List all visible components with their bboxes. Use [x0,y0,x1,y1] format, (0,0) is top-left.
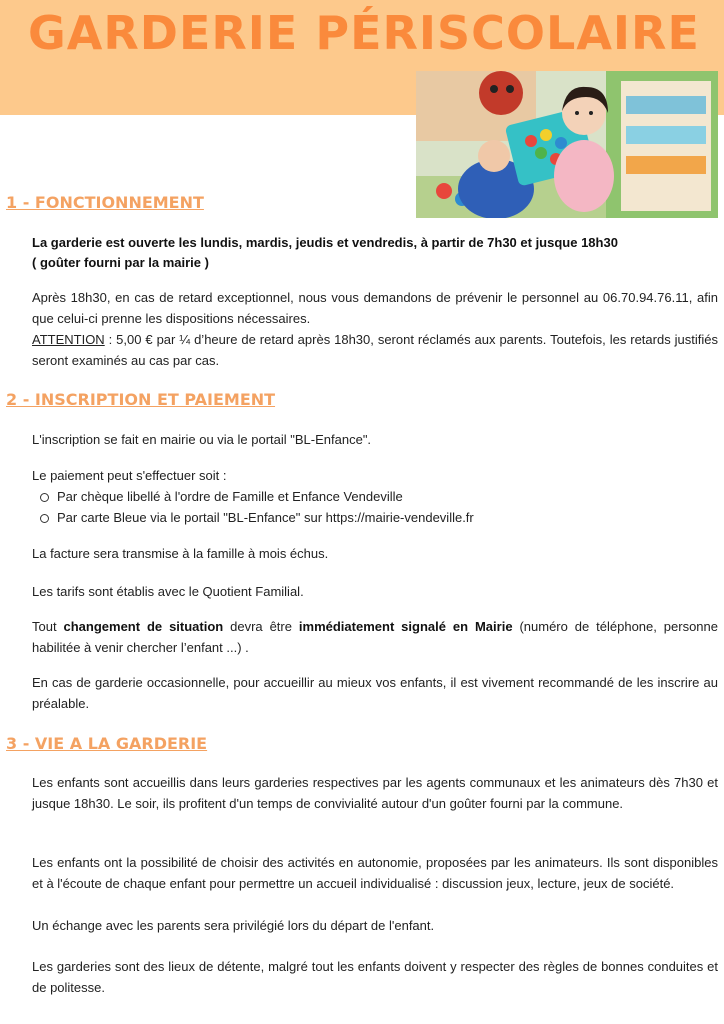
payment-intro: Le paiement peut s'effectuer soit : [32,468,227,483]
change-text-3: (numéro de téléphone, personne habilitée à venir chercher l’enfant ...) . [32,619,718,655]
rules-paragraph: Les garderies sont des lieux de détente, malgré tout les enfants doivent y respecter des règles de bonnes conduites et de politesse. [32,959,718,995]
attention-label: ATTENTION [32,332,105,347]
registration-text: L'inscription se fait en mairie ou via le portail "BL-Enfance". [32,432,372,447]
attention-paragraph [32,329,718,371]
payment-options-list [40,486,710,528]
section-heading-inscription: 2 - INSCRIPTION ET PAIEMENT [6,390,276,409]
page-title: GARDERIE PÉRISCOLAIRE [28,6,700,60]
late-notice-paragraph: Après 18h30, en cas de retard exceptionnel, nous vous demandons de prévenir le personnel au 06.70.94.76.11, afin que celui-ci prenne les dispositions nécessaires. [32,290,718,326]
list-item: Par chèque libellé à l'ordre de Famille et Enfance Vendeville [40,486,710,507]
invoice-text: La facture sera transmise à la famille à mois échus. [32,546,329,561]
child-holding-basket-photo [416,71,718,218]
list-item: Par carte Bleue via le portail "BL-Enfance" sur https://mairie-vendeville.fr [40,507,710,528]
attention-text: : 5,00 € par ¼ d’heure de retard après 18h30, seront réclamés aux parents. Toutefois, les retards justifiés seront examinés au cas par cas. [32,332,718,368]
change-of-situation-paragraph [32,616,718,658]
change-text-1: Tout [32,619,64,634]
change-bold-2: immédiatement signalé en Mairie [298,619,513,634]
welcome-paragraph: Les enfants sont accueillis dans leurs garderies respectives par les agents communaux et les animateurs dès 7h30 et jusque 18h30. Le soir, ils profitent d'un temps de convivialité autour d'un goûter fourni par la commune. [32,775,718,811]
change-text-2: devra être [223,619,299,634]
opening-hours-text: La garderie est ouverte les lundis, mardis, jeudis et vendredis, à partir de 7h30 et jusque 18h30 [32,235,618,250]
snack-note: ( goûter fourni par la mairie ) [32,255,209,270]
section-heading-vie: 3 - VIE A LA GARDERIE [6,734,208,753]
activities-paragraph: Les enfants ont la possibilité de choisir des activités en autonomie, proposées par les animateurs. Ils sont disponibles et à l'écoute de chaque enfant pour permettre un accueil individualisé : discussion jeux, lecture, jeux de société. [32,855,718,891]
section-heading-fonctionnement: 1 - FONCTIONNEMENT [6,193,204,212]
rates-text: Les tarifs sont établis avec le Quotient Familial. [32,584,304,599]
change-bold-1: changement de situation [63,619,224,634]
occasional-care-paragraph: En cas de garderie occasionnelle, pour accueillir au mieux vos enfants, il est vivement recommandé de les inscrire au préalable. [32,675,718,711]
parent-exchange-text: Un échange avec les parents sera privilégié lors du départ de l'enfant. [32,918,435,933]
